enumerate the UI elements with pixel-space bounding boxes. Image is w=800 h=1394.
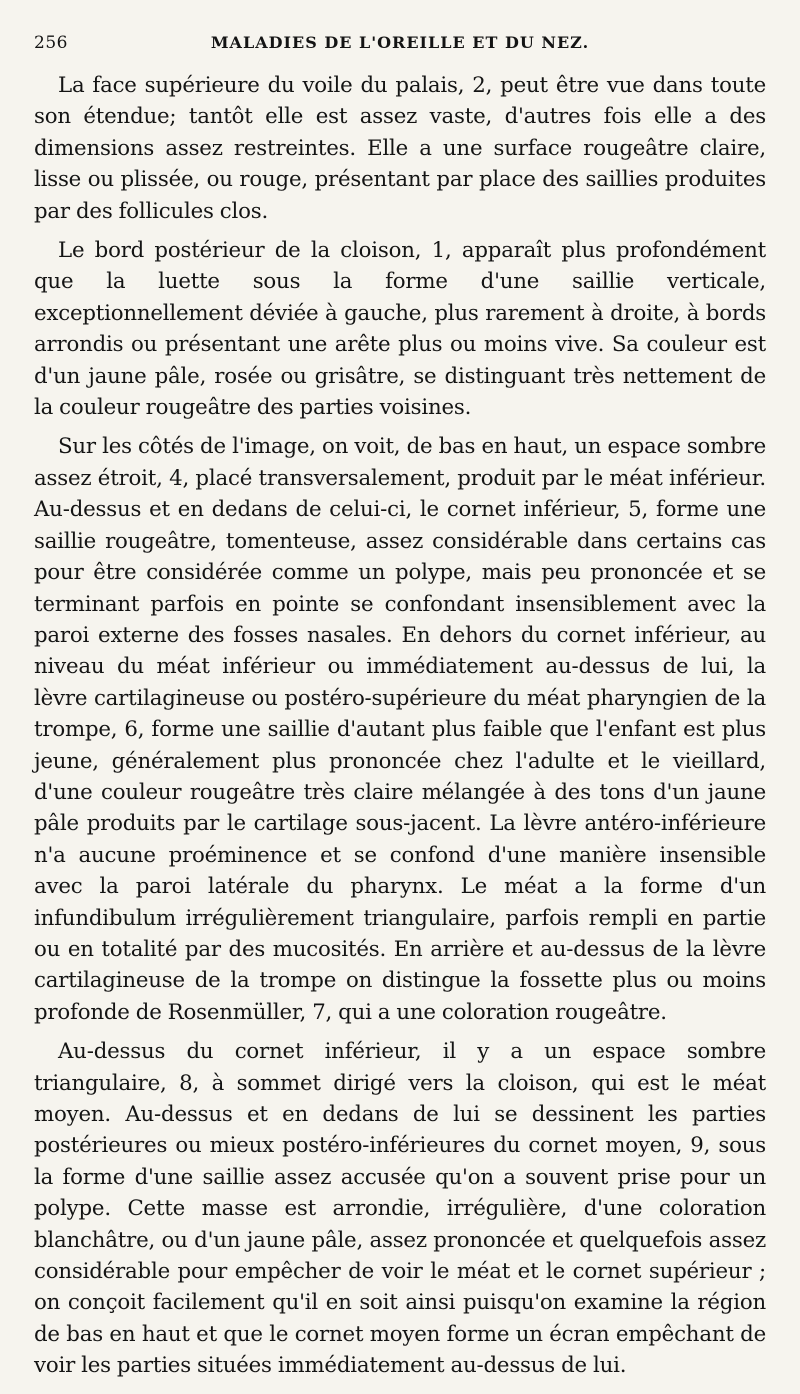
body-text xyxy=(34,70,766,1382)
paragraph-cornet-moyen: Au-dessus du cornet inférieur, il y a un espace sombre triangulaire, 8, à sommet dirigé vers la cloison, qui est le méat moyen. Au-dessus et en dedans de lui se dessinent les parties postérieures ou mieux postéro-inférieures du cornet moyen, 9, sous la forme d'une saillie assez accusée qu'on a souvent prise pour un polype. Cette masse est arrondie, irrégulière, d'une coloration blanchâtre, ou d'un jaune pâle, assez prononcée et quelquefois assez considérable pour empêcher de voir le méat et le cornet supérieur ; on conçoit facilement qu'il en soit ainsi puisqu'on examine la région de bas en haut et que le cornet moyen forme un écran empêchant de voir les parties situées immédiatement au-dessus de lui. xyxy=(34,1039,766,1379)
paragraph-voile-du-palais: La face supérieure du voile du palais, 2, peut être vue dans toute son étendue; tantôt elle est assez vaste, d'autres fois elle a des dimensions assez restreintes. Elle a une surface rougeâtre claire, lisse ou plissée, ou rouge, présentant par place des saillies produites par des follicules clos. xyxy=(34,73,766,224)
running-title: MALADIES DE L'OREILLE ET DU NEZ. xyxy=(210,33,590,52)
running-head xyxy=(34,30,766,60)
paragraph-cotes-image: Sur les côtés de l'image, on voit, de bas en haut, un espace sombre assez étroit, 4, placé transversalement, produit par le méat inférieur. Au-dessus et en dedans de celui-ci, le cornet inférieur, 5, forme une saillie rougeâtre, tomenteuse, assez considérable dans certains cas pour être considérée comme un polype, mais peu prononcée et se terminant parfois en pointe se confondant insensiblement avec la paroi externe des fosses nasales. En dehors du cornet inférieur, au niveau du méat inférieur ou immédiatement au-dessus de lui, la lèvre cartilagineuse ou postéro-supérieure du méat pharyngien de la trompe, 6, forme une saillie d'autant plus faible que l'enfant est plus jeune, généralement plus prononcée chez l'adulte et le vieillard, d'une couleur rougeâtre très claire mélangée à des tons d'un jaune pâle produits par le cartilage sous-jacent. La lèvre antéro-inférieure n'a aucune proéminence et se confond d'une manière insensible avec la paroi latérale du pharynx. Le méat a la forme d'un infundibulum irrégulièrement triangulaire, parfois rempli en partie ou en totalité par des mucosités. En arrière et au-dessus de la lèvre cartilagineuse de la trompe on distingue la fossette plus ou moins profonde de Rosenmüller, 7, qui a une coloration rougeâtre. xyxy=(34,434,766,1025)
paragraph-bord-posterieur-cloison: Le bord postérieur de la cloison, 1, apparaît plus profondément que la luette sous la forme d'une saillie verticale, exceptionnellement déviée à gauche, plus rarement à droite, à bords arrondis ou présentant une arête plus ou moins vive. Sa couleur est d'un jaune pâle, rosée ou grisâtre, se distinguant très nettement de la couleur rougeâtre des parties voisines. xyxy=(34,238,766,421)
page-number: 256 xyxy=(34,33,68,53)
